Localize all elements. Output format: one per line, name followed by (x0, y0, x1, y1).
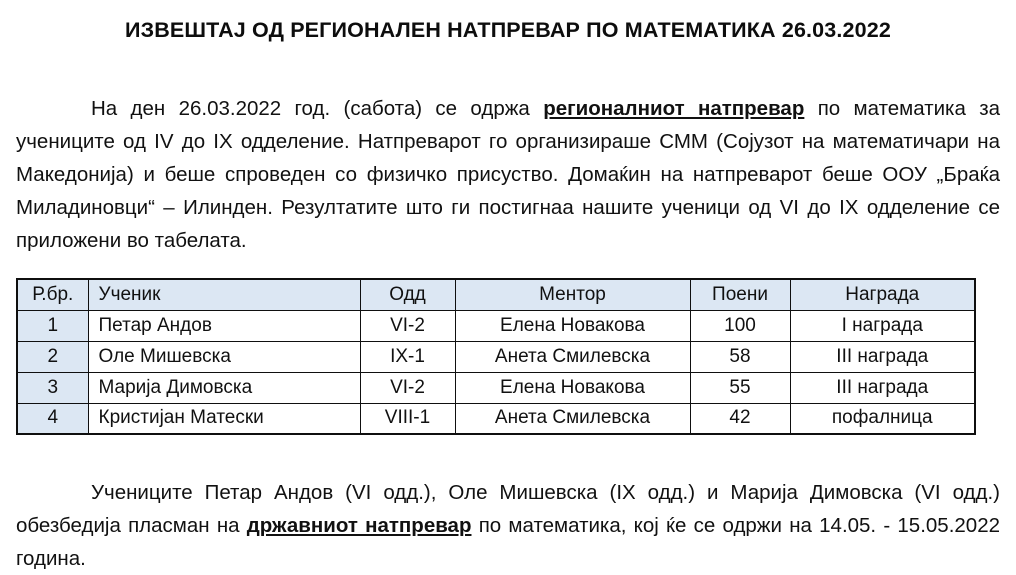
page-title: ИЗВЕШТАЈ ОД РЕГИОНАЛЕН НАТПРЕВАР ПО МАТЕМАТИКА 26.03.2022 (125, 18, 891, 42)
cell-student: Петар Андов (88, 310, 360, 341)
column-header-award: Награда (790, 279, 975, 310)
cell-award: пофалница (790, 403, 975, 434)
cell-grade: VI-2 (360, 310, 455, 341)
cell-mentor: Анета Смилевска (455, 403, 690, 434)
cell-grade: VIII-1 (360, 403, 455, 434)
cell-award: III награда (790, 341, 975, 372)
column-header-number: Р.бр. (17, 279, 88, 310)
cell-points: 42 (690, 403, 790, 434)
intro-text-part-1: На ден 26.03.2022 год. (сабота) се одржа (91, 97, 544, 120)
column-header-mentor: Ментор (455, 279, 690, 310)
table-row (17, 403, 975, 434)
outro-text-part-1: Учениците Петар Андов (VI одд.), Оле Мишевска (IX одд.) и Марија Димовска (VI одд.) обезбедија пласман на (16, 481, 1000, 537)
column-header-grade: Одд (360, 279, 455, 310)
intro-paragraph (16, 92, 1000, 257)
cell-number: 3 (17, 372, 88, 403)
cell-mentor: Елена Новакова (455, 310, 690, 341)
intro-text-part-2: по математика за учениците од IV до IX одделение. Натпреварот го организираше СММ (Сојузот на математичари на Македонија) и беше спроведен со физичко присуство. Домаќин на натпреварот беше ООУ „Браќа Миладиновци“ – Илинден. Резултатите што ги постигнаа нашите ученици од VI до IX одделение се приложени во табелата. (16, 97, 1001, 252)
cell-award: I награда (790, 310, 975, 341)
outro-highlight-state-competition: државниот натпревар (246, 514, 472, 537)
table-row (17, 341, 975, 372)
cell-grade: IX-1 (360, 341, 455, 372)
column-header-student: Ученик (88, 279, 360, 310)
results-table (16, 278, 976, 435)
cell-number: 4 (17, 403, 88, 434)
cell-student: Кристијан Матески (88, 403, 360, 434)
outro-paragraph (16, 476, 1000, 575)
cell-points: 58 (690, 341, 790, 372)
cell-mentor: Анета Смилевска (455, 341, 690, 372)
cell-number: 2 (17, 341, 88, 372)
cell-award: III награда (790, 372, 975, 403)
table-row (17, 310, 975, 341)
table-row (17, 372, 975, 403)
intro-highlight-regional-competition: регионалниот натпревар (543, 97, 805, 120)
cell-number: 1 (17, 310, 88, 341)
table-header-row (17, 279, 975, 310)
column-header-points: Поени (690, 279, 790, 310)
cell-points: 55 (690, 372, 790, 403)
cell-mentor: Елена Новакова (455, 372, 690, 403)
cell-student: Оле Мишевска (88, 341, 360, 372)
cell-points: 100 (690, 310, 790, 341)
outro-text-part-2: по математика, кој ќе се одржи на 14.05. - 15.05.2022 година. (16, 514, 1001, 570)
cell-student: Марија Димовска (88, 372, 360, 403)
cell-grade: VI-2 (360, 372, 455, 403)
